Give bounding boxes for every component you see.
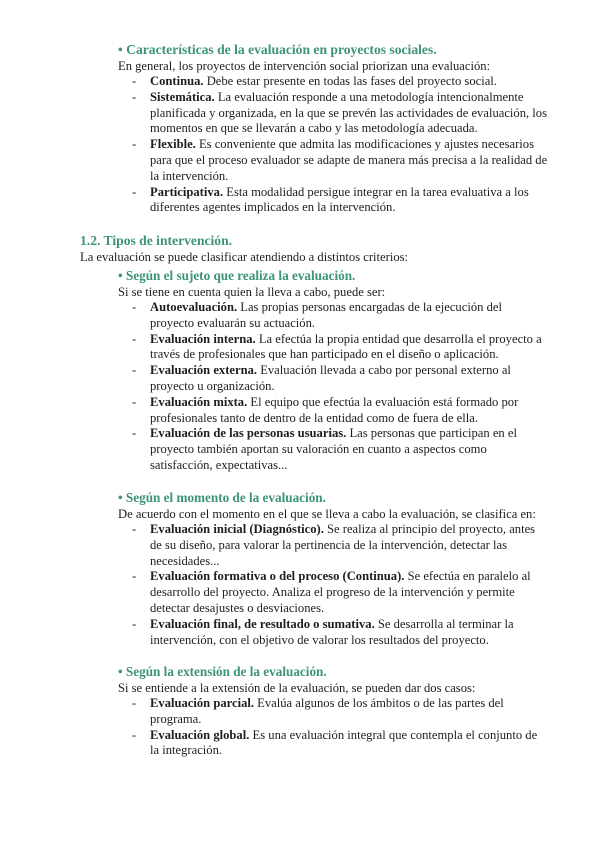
dash-bullet: - — [132, 74, 137, 88]
item-term: Sistemática. — [150, 89, 215, 104]
item-term: Evaluación de las personas usuarias. — [150, 426, 347, 441]
subsection-moment — [118, 490, 548, 648]
dash-bullet: - — [132, 184, 137, 199]
item-term: Evaluación final, de resultado o sumativa. — [150, 616, 375, 631]
dash-bullet: - — [132, 426, 137, 441]
dash-bullet: - — [132, 569, 137, 584]
dash-bullet: - — [132, 616, 137, 631]
dash-bullet: - — [132, 363, 137, 378]
list-item — [132, 90, 548, 137]
item-text: La evaluación responde a una metodología intencionalmente planificada y organizada, en la que se prevén las actividades de evaluación, los momentos en que se llevarán a cabo y las metodología adecuada. — [150, 89, 548, 136]
extension-list — [132, 696, 548, 759]
item-term: Evaluación parcial. — [150, 696, 255, 710]
characteristics-list — [132, 74, 548, 216]
list-item — [132, 137, 548, 184]
item-term: Evaluación mixta. — [150, 394, 248, 409]
item-text: Es conveniente que admita las modificaciones y ajustes necesarios para que el proceso evaluador se adapte de manera más precisa a la realidad de la intervención. — [150, 137, 548, 183]
moment-list — [132, 522, 548, 648]
item-term: Evaluación global. — [150, 727, 250, 742]
item-text: Evaluación llevada a cabo por personal externo al proyecto u organización. — [150, 363, 511, 393]
item-text: El equipo que efectúa la evaluación está formado por profesionales tanto de dentro de la entidad como de fuera de ella. — [150, 394, 519, 425]
subsection-intro: De acuerdo con el momento en el que se lleva a cabo la evaluación, se clasifica en: — [118, 507, 536, 521]
item-term: Evaluación interna. — [150, 331, 256, 346]
item-text: La efectúa la propia entidad que desarrolla el proyecto a través de profesionales que han participado en el diseño o aplicación. — [150, 331, 542, 362]
dash-bullet: - — [132, 696, 137, 710]
subject-list — [132, 300, 548, 474]
list-item — [132, 74, 548, 90]
subsection-heading: • Según el sujeto que realiza la evaluación. — [118, 268, 356, 283]
item-text: Se realiza al principio del proyecto, antes de su diseño, para valorar la pertinencia de la intervención, detectar las necesidades... — [150, 522, 536, 568]
subsection-heading: • Según la extensión de la evaluación. — [118, 664, 327, 679]
item-text: Evalúa algunos de los ámbitos o de las partes del programa. — [150, 696, 504, 726]
list-item — [132, 332, 548, 364]
item-text: Se efectúa en paralelo al desarrollo del proyecto. Analiza el progreso de la intervención y permite detectar desajustes o desviaciones. — [150, 569, 531, 615]
item-term: Evaluación inicial (Diagnóstico). — [150, 522, 324, 536]
item-text: Se desarrolla al terminar la intervención, con el objetivo de valorar los resultados del proyecto. — [150, 616, 514, 647]
item-term: Flexible. — [150, 137, 196, 152]
item-term: Continua. — [150, 74, 204, 88]
subsection-heading: • Según el momento de la evaluación. — [118, 490, 326, 505]
list-item — [132, 426, 548, 473]
item-term: Evaluación formativa o del proceso (Continua). — [150, 569, 405, 584]
dash-bullet: - — [132, 300, 137, 314]
item-text: Debe estar presente en todas las fases del proyecto social. — [203, 74, 497, 88]
dash-bullet: - — [132, 331, 137, 346]
section-intro: La evaluación se puede clasificar atendiendo a distintos criterios: — [80, 250, 409, 264]
item-term: Evaluación externa. — [150, 363, 258, 378]
subsection-intro: Si se tiene en cuenta quien la lleva a cabo, puede ser: — [118, 285, 386, 299]
dash-bullet: - — [132, 137, 137, 152]
item-text: Es una evaluación integral que contempla el conjunto de la integración. — [150, 727, 538, 758]
item-term: Autoevaluación. — [150, 300, 238, 314]
item-text: Las propias personas encargadas de la ejecución del proyecto evaluarán su actuación. — [150, 300, 502, 330]
subsection-subject — [118, 268, 548, 474]
dash-bullet: - — [132, 89, 137, 104]
subsection-extension — [118, 664, 548, 759]
section-intro: En general, los proyectos de intervención social priorizan una evaluación: — [118, 59, 491, 73]
list-item — [132, 300, 548, 332]
list-item — [132, 185, 548, 217]
subsection-intro: Si se entiende a la extensión de la evaluación, se pueden dar dos casos: — [118, 681, 476, 695]
list-item — [132, 522, 548, 569]
item-term: Participativa. — [150, 184, 224, 199]
dash-bullet: - — [132, 727, 137, 742]
dash-bullet: - — [132, 394, 137, 409]
section-types — [80, 233, 548, 265]
list-item — [132, 569, 548, 616]
section-heading: 1.2. Tipos de intervención. — [80, 233, 233, 248]
item-text: Las personas que participan en el proyecto también aportan su valoración en cuanto a aspectos como satisfacción, expectativas... — [150, 426, 517, 472]
dash-bullet: - — [132, 522, 137, 536]
list-item — [132, 363, 548, 395]
section-characteristics — [118, 42, 548, 216]
list-item — [132, 395, 548, 427]
list-item — [132, 617, 548, 649]
list-item — [132, 696, 548, 728]
section-heading: • Características de la evaluación en proyectos sociales. — [118, 42, 437, 57]
list-item — [132, 728, 548, 760]
item-text: Esta modalidad persigue integrar en la tarea evaluativa a los diferentes agentes implicados en la intervención. — [150, 184, 529, 215]
